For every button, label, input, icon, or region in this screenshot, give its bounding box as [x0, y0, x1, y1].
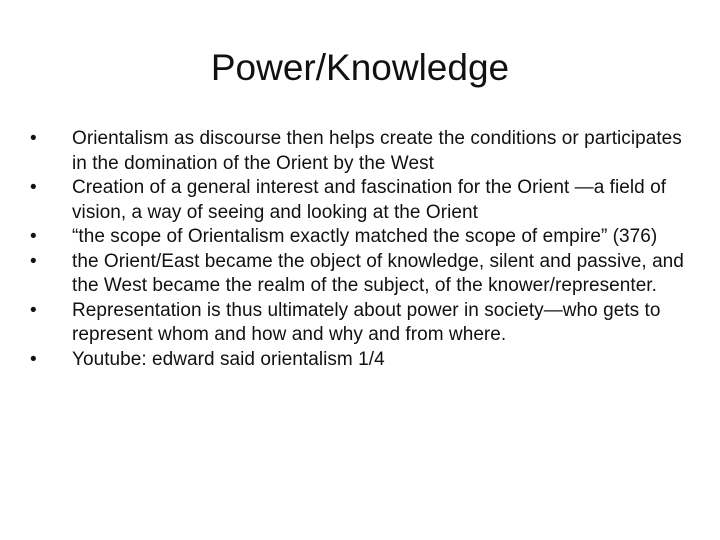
bullet-dot-icon: •	[30, 177, 37, 198]
bullet-dot-icon: •	[30, 299, 37, 321]
bullet-item	[30, 299, 700, 348]
bullet-text: Youtube: edward said orientalism 1/4	[72, 348, 385, 370]
bullet-item	[30, 225, 700, 250]
bullet-text: Representation is thus ultimately about power in society—who gets to represent whom and how and why and from where.	[72, 299, 661, 345]
bullet-item	[30, 250, 700, 299]
bullet-dot-icon: •	[30, 128, 37, 149]
bullet-list	[30, 127, 700, 372]
bullet-text: Orientalism as discourse then helps create the conditions or participates in the domination of the Orient by the West	[72, 128, 682, 174]
bullet-dot-icon: •	[30, 226, 37, 247]
bullet-item	[30, 348, 700, 373]
bullet-text: “the scope of Orientalism exactly matched the scope of empire” (376)	[72, 226, 658, 247]
slide-title: Power/Knowledge	[210, 47, 510, 88]
bullet-text: the Orient/East became the object of knowledge, silent and passive, and the West became the realm of the subject, of the knower/representer.	[72, 250, 684, 296]
bullet-text: Creation of a general interest and fascination for the Orient —a field of vision, a way of seeing and looking at the Orient	[72, 177, 667, 223]
bullet-dot-icon: •	[30, 250, 37, 272]
bullet-item	[30, 176, 700, 225]
bullet-dot-icon: •	[30, 348, 37, 370]
bullet-item	[30, 127, 700, 176]
